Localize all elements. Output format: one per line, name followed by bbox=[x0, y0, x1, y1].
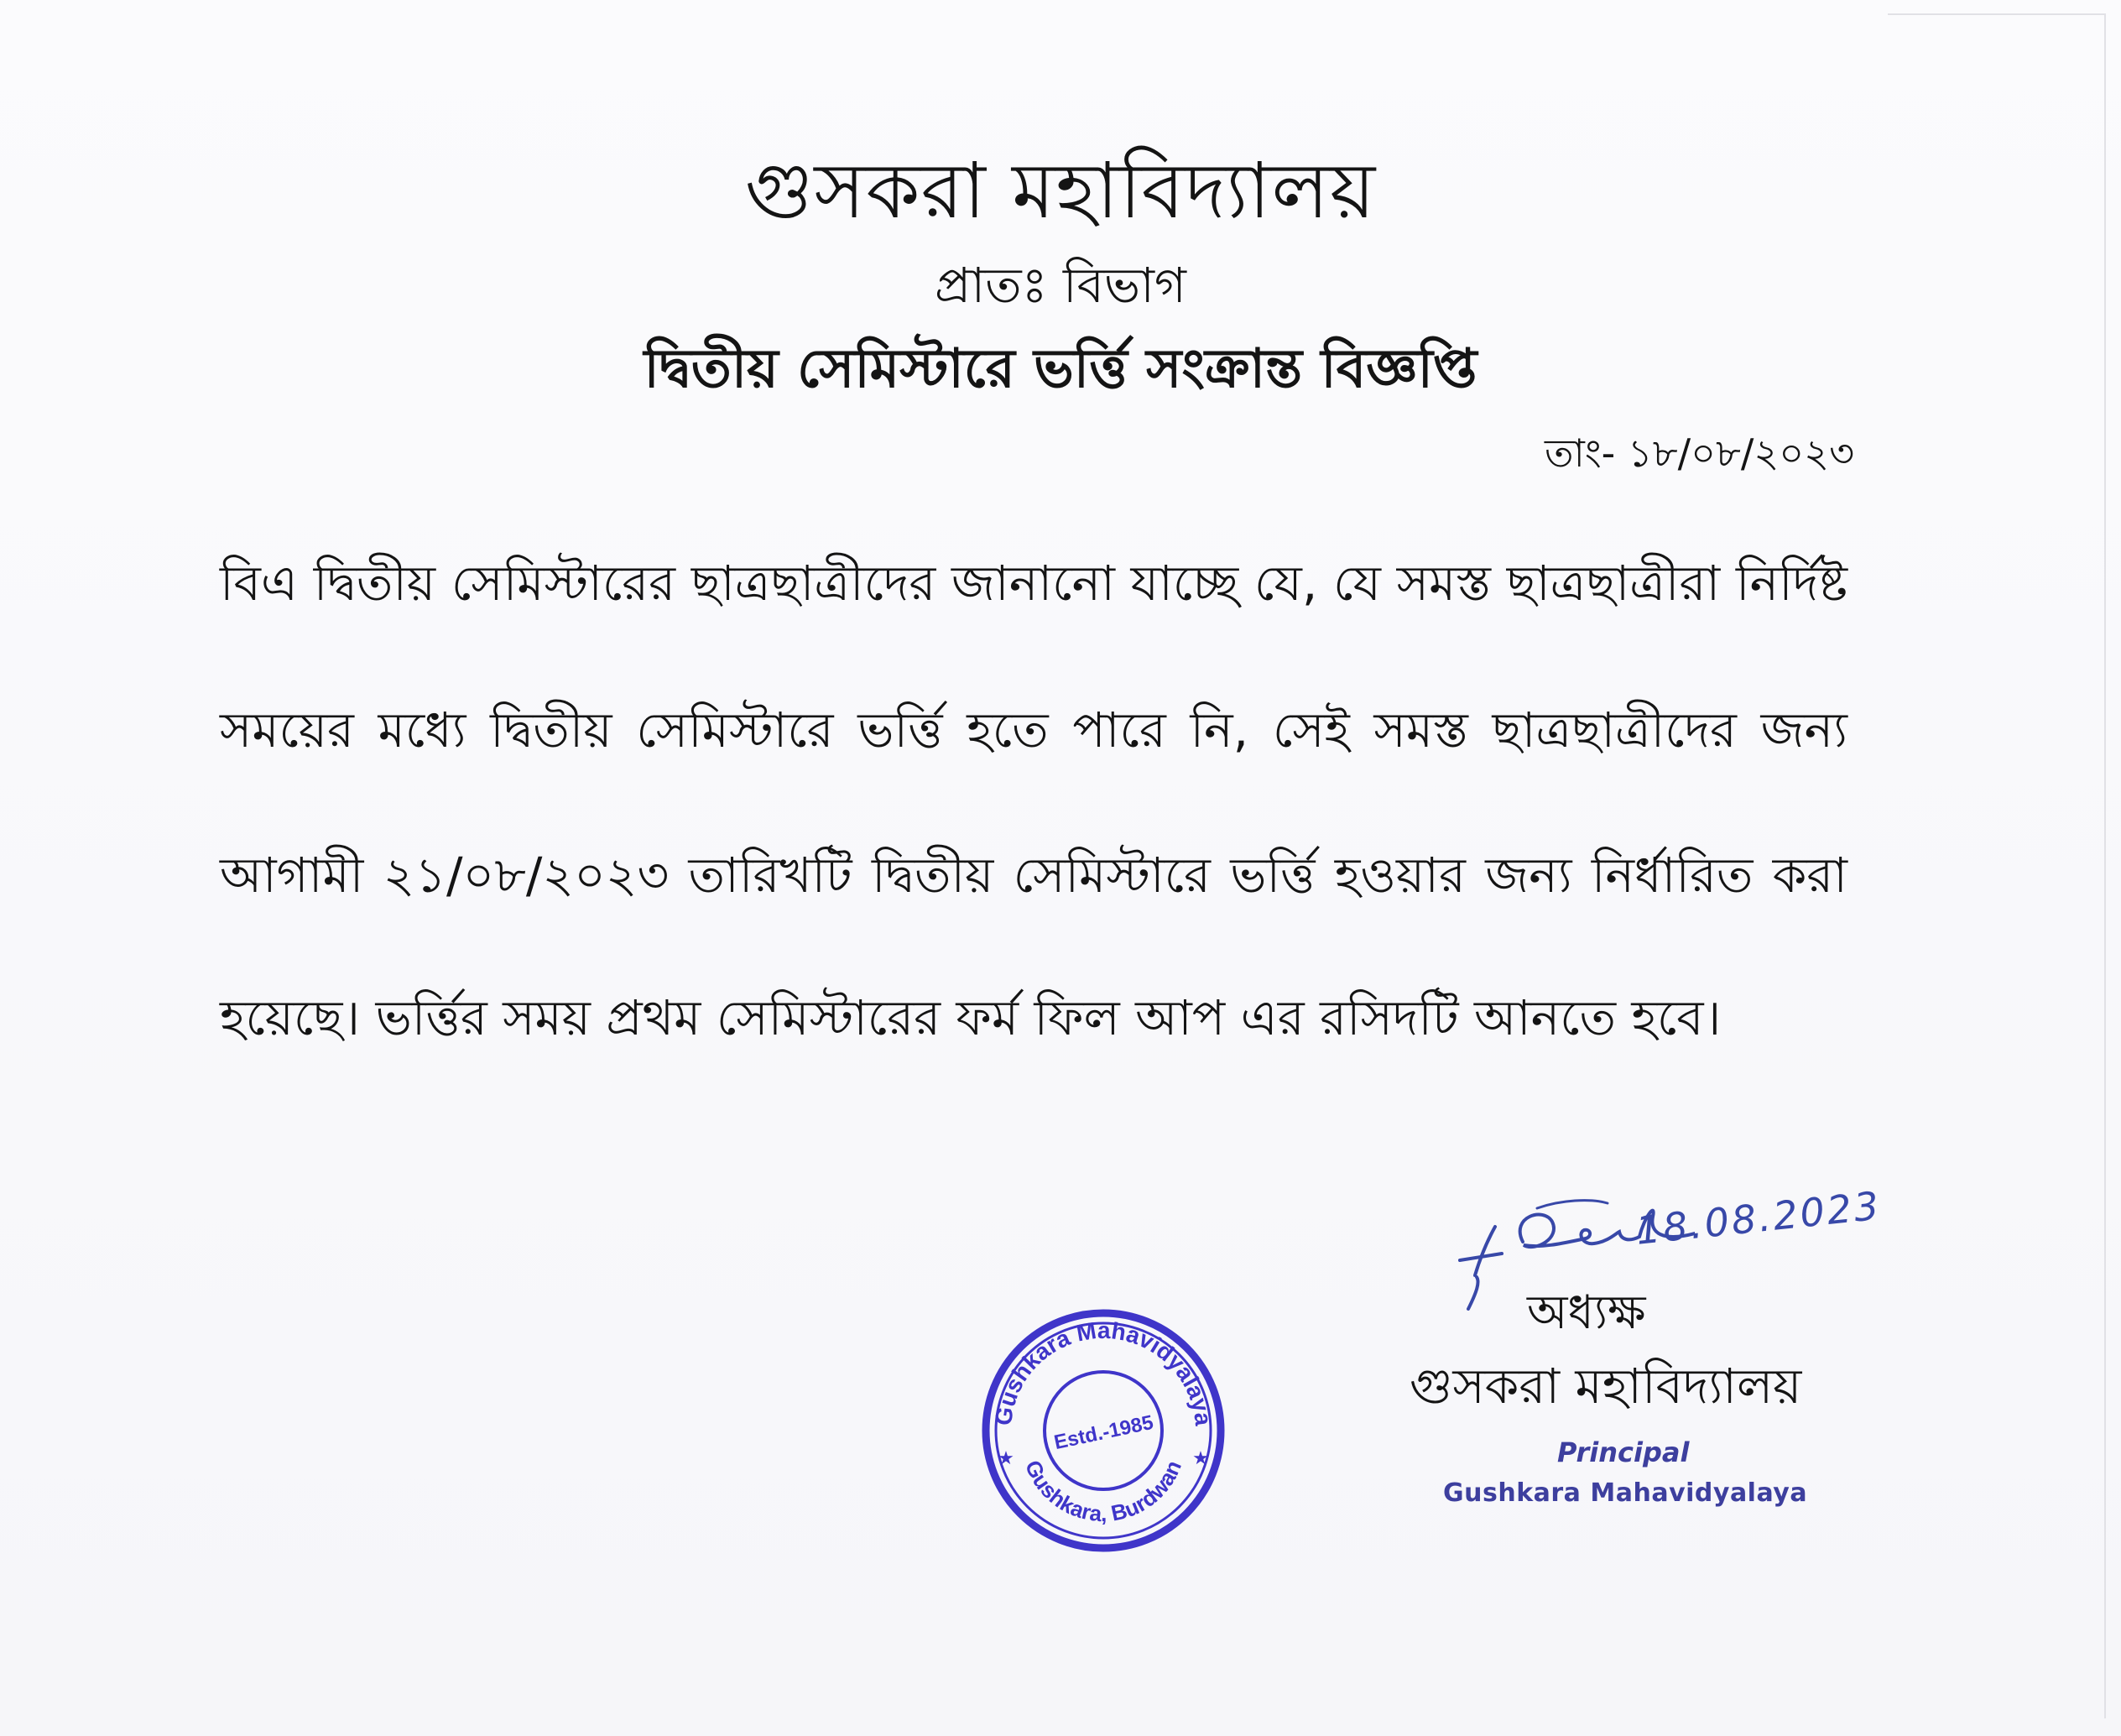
college-title: গুসকরা মহাবিদ্যালয় bbox=[744, 146, 1377, 236]
college-seal bbox=[977, 1305, 1229, 1556]
body-line-2: সময়ের মধ্যে দ্বিতীয় সেমিস্টারে ভর্ত্তি হতে পারে নি, সেই সমস্ত ছাত্রছাত্রীদের জন্য bbox=[220, 701, 1847, 759]
designation-principal: অধ্যক্ষ bbox=[1527, 1285, 1646, 1340]
body-line-1: বিএ দ্বিতীয় সেমিস্টারের ছাত্রছাত্রীদের জানানো যাচ্ছে যে, যে সমস্ত ছাত্রছাত্রীরা নির্দিষ্ট bbox=[220, 555, 1847, 612]
signature-college-name: গুসকরা মহাবিদ্যালয় bbox=[1410, 1358, 1802, 1415]
stamp-college-name: Gushkara Mahavidyalaya bbox=[1443, 1478, 1808, 1508]
signature-date: 18.08.2023 bbox=[1634, 1182, 1884, 1254]
scan-edge-top bbox=[1888, 13, 2106, 15]
seal-star-right: ★ bbox=[1192, 1447, 1209, 1468]
seal-bottom-text: Gushkara, Burdwan bbox=[1019, 1456, 1187, 1527]
notice-heading: দ্বিতীয় সেমিস্টারে ভর্ত্তি সংক্রান্ত বিজ্ঞপ্তি bbox=[644, 338, 1477, 400]
body-line-4: হয়েছে। ভর্ত্তির সময় প্রথম সেমিস্টারের ফর্ম ফিল আপ এর রসিদটি আনতে হবে। bbox=[220, 989, 1722, 1046]
stamp-principal-title: Principal bbox=[1557, 1436, 1690, 1468]
seal-center-text: Estd.-1985 bbox=[1051, 1410, 1156, 1455]
body-line-3: আগামী ২১/০৮/২০২৩ তারিখটি দ্বিতীয় সেমিস্টারে ভর্ত্তি হওয়ার জন্য নির্ধারিত করা bbox=[220, 847, 1847, 904]
department-name: প্রাতঃ বিভাগ bbox=[935, 257, 1186, 314]
notice-date: তাং- ১৮/০৮/২০২৩ bbox=[1545, 430, 1854, 476]
seal-star-left: ★ bbox=[998, 1447, 1014, 1468]
seal-top-text: Gushkara Mahavidyalaya bbox=[989, 1316, 1217, 1427]
